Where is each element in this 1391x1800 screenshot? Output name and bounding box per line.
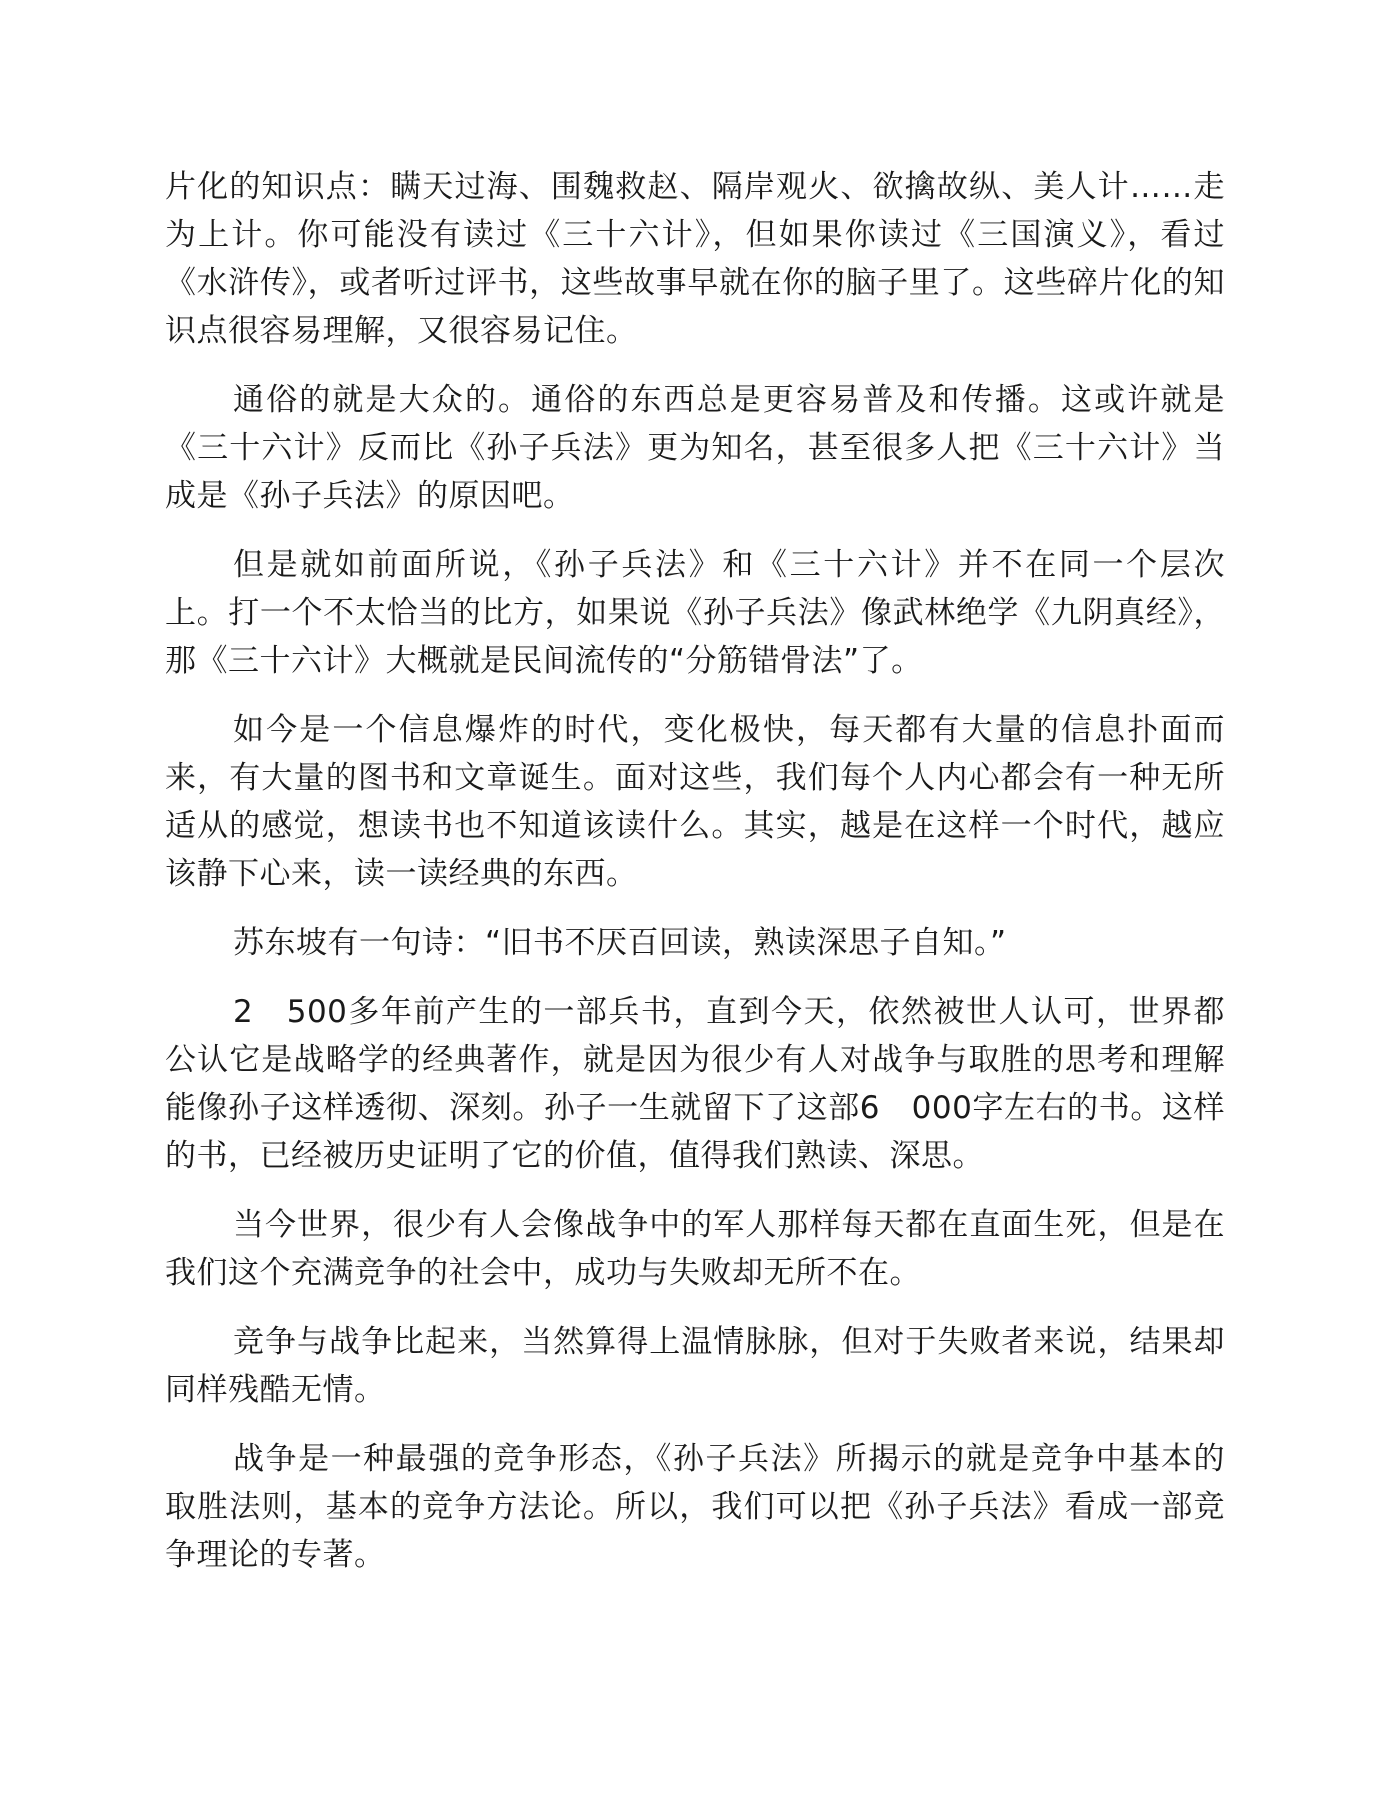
paragraph-quote: 苏东坡有一句诗：“旧书不厌百回读，熟读深思子自知。” bbox=[233, 925, 1007, 961]
paragraph: 当今世界，很少有人会像战争中的军人那样每天都在直面生死，但是在我们这个充满竞争的社会中，成功与失败却无所不在。 bbox=[165, 1207, 1225, 1291]
paragraph: 竞争与战争比起来，当然算得上温情脉脉，但对于失败者来说，结果却同样残酷无情。 bbox=[165, 1324, 1225, 1408]
paragraph: 如今是一个信息爆炸的时代，变化极快，每天都有大量的信息扑面而来，有大量的图书和文章诞生。面对这些，我们每个人内心都会有一种无所适从的感觉，想读书也不知道该读什么。其实，越是在这样一个时代，越应该静下心来，读一读经典的东西。 bbox=[165, 712, 1225, 892]
paragraph-continuation: 片化的知识点：瞒天过海、围魏救赵、隔岸观火、欲擒故纵、美人计……走为上计。你可能没有读过《三十六计》，但如果你读过《三国演义》，看过《水浒传》，或者听过评书，这些故事早就在你的脑子里了。这些碎片化的知识点很容易理解，又很容易记住。 bbox=[165, 169, 1225, 349]
paragraph: 2 500多年前产生的一部兵书，直到今天，依然被世人认可，世界都公认它是战略学的经典著作，就是因为很少有人对战争与取胜的思考和理解能像孙子这样透彻、深刻。孙子一生就留下了这部6 000字左右的书。这样的书，已经被历史证明了它的价值，值得我们熟读、深思。 bbox=[165, 994, 1225, 1174]
document-page bbox=[165, 163, 1225, 1600]
paragraph: 但是就如前面所说，《孙子兵法》和《三十六计》并不在同一个层次上。打一个不太恰当的比方，如果说《孙子兵法》像武林绝学《九阴真经》，那《三十六计》大概就是民间流传的“分筋错骨法”了。 bbox=[165, 547, 1225, 679]
paragraph: 战争是一种最强的竞争形态，《孙子兵法》所揭示的就是竞争中基本的取胜法则，基本的竞争方法论。所以，我们可以把《孙子兵法》看成一部竞争理论的专著。 bbox=[165, 1441, 1225, 1573]
paragraph: 通俗的就是大众的。通俗的东西总是更容易普及和传播。这或许就是《三十六计》反而比《孙子兵法》更为知名，甚至很多人把《三十六计》当成是《孙子兵法》的原因吧。 bbox=[165, 382, 1225, 514]
